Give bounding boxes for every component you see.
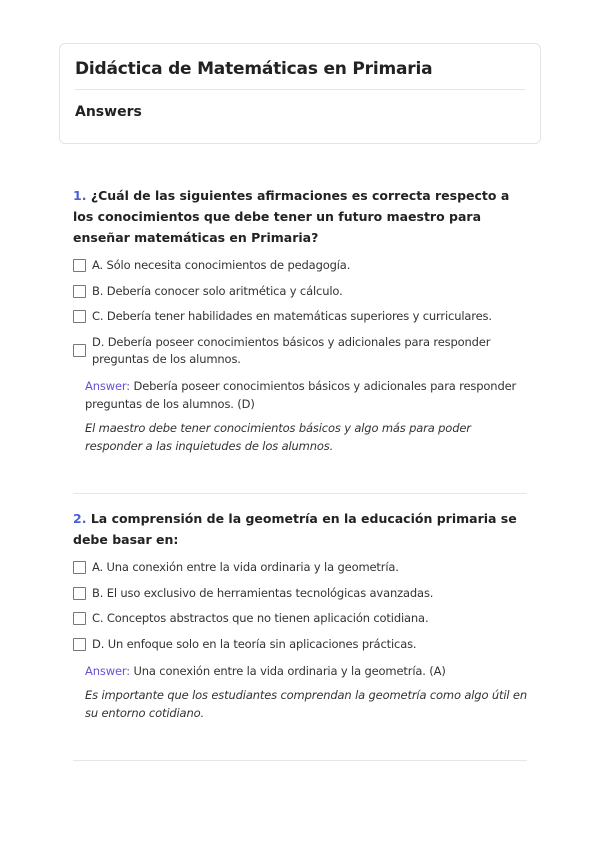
option-d[interactable] xyxy=(73,636,529,653)
option-c[interactable] xyxy=(73,610,529,627)
checkbox[interactable] xyxy=(73,310,86,323)
question-divider xyxy=(73,760,527,761)
question-text xyxy=(73,508,529,550)
option-label: A. Sólo necesita conocimientos de pedagogía. xyxy=(92,258,351,272)
answer-label: Answer: xyxy=(85,663,130,678)
question-number: 2. xyxy=(73,511,87,526)
option-label: C. Debería tener habilidades en matemáticas superiores y curriculares. xyxy=(92,309,492,323)
answer-text: Una conexión entre la vida ordinaria y la geometría. (A) xyxy=(133,663,446,678)
option-b[interactable] xyxy=(73,585,529,602)
page-subtitle: Answers xyxy=(75,104,142,120)
answer-text: Debería poseer conocimientos básicos y adicionales para responder preguntas de los alumnos. (D) xyxy=(85,378,517,411)
title-divider xyxy=(75,89,525,90)
answer-block xyxy=(85,377,529,455)
question-prompt: ¿Cuál de las siguientes afirmaciones es correcta respecto a los conocimientos que debe tener un futuro maestro para enseñar matemáticas en Primaria? xyxy=(73,188,510,245)
answer-line xyxy=(85,662,529,680)
checkbox[interactable] xyxy=(73,612,86,625)
checkbox[interactable] xyxy=(73,285,86,298)
question-number: 1. xyxy=(73,188,87,203)
options-list xyxy=(73,559,529,653)
answer-block xyxy=(85,662,529,722)
question-1 xyxy=(73,185,529,455)
option-label: B. El uso exclusivo de herramientas tecnológicas avanzadas. xyxy=(92,585,434,600)
explanation: Es importante que los estudiantes comprendan la geometría como algo útil en su entorno cotidiano. xyxy=(85,687,527,720)
option-c[interactable] xyxy=(73,308,529,325)
question-prompt: La comprensión de la geometría en la educación primaria se debe basar en: xyxy=(73,511,517,547)
option-d[interactable] xyxy=(73,334,529,368)
option-label: A. Una conexión entre la vida ordinaria y la geometría. xyxy=(92,560,399,574)
option-label: D. Un enfoque solo en la teoría sin aplicaciones prácticas. xyxy=(92,636,417,651)
checkbox[interactable] xyxy=(73,561,86,574)
option-label: B. Debería conocer solo aritmética y cálculo. xyxy=(92,283,343,298)
page-title: Didáctica de Matemáticas en Primaria xyxy=(75,59,433,79)
options-list xyxy=(73,257,529,368)
option-label: D. Debería poseer conocimientos básicos y adicionales para responder preguntas de los alumnos. xyxy=(92,334,491,366)
checkbox[interactable] xyxy=(73,259,86,272)
option-a[interactable] xyxy=(73,257,529,274)
option-a[interactable] xyxy=(73,559,529,576)
checkbox[interactable] xyxy=(73,638,86,651)
checkbox[interactable] xyxy=(73,587,86,600)
option-b[interactable] xyxy=(73,283,529,300)
option-label: C. Conceptos abstractos que no tienen aplicación cotidiana. xyxy=(92,611,429,625)
question-divider xyxy=(73,493,527,494)
question-text xyxy=(73,185,529,248)
explanation: El maestro debe tener conocimientos básicos y algo más para poder responder a las inquietudes de los alumnos. xyxy=(85,420,471,453)
answer-label: Answer: xyxy=(85,378,130,393)
checkbox[interactable] xyxy=(73,344,86,357)
answer-line xyxy=(85,377,529,413)
header-card xyxy=(59,43,541,144)
question-2 xyxy=(73,508,529,722)
